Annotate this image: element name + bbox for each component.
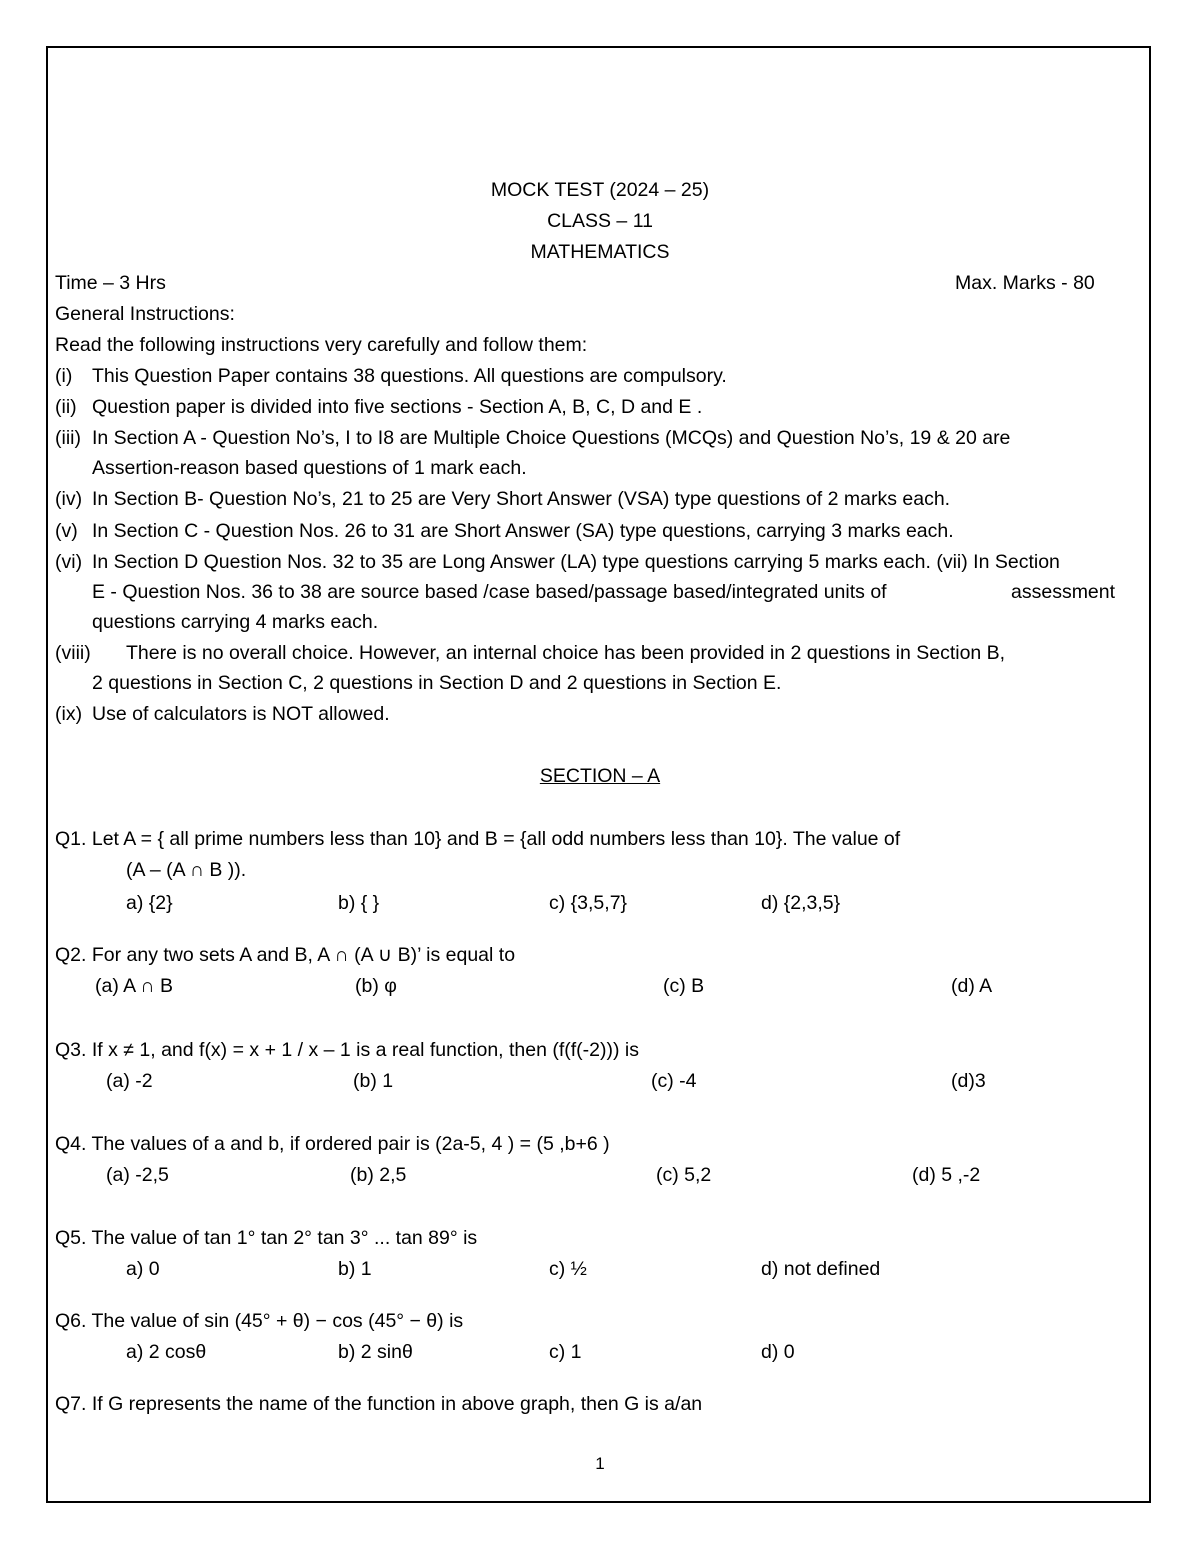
option-c: (c) -4	[651, 1070, 697, 1092]
instruction-text: questions carrying 4 marks each.	[92, 611, 379, 633]
option-d: (d) A	[951, 975, 993, 997]
instruction-text: Use of calculators is NOT allowed.	[92, 703, 390, 725]
instruction-label: (iv)	[55, 488, 83, 510]
option-a: a) {2}	[126, 892, 173, 914]
option-b: (b) φ	[355, 975, 397, 997]
option-c: c) 1	[549, 1341, 582, 1363]
question-stem: Q2. For any two sets A and B, A ∩ (A ∪ B)’ is equal to	[55, 944, 516, 966]
option-c: (c) 5,2	[656, 1164, 712, 1186]
option-b: (b) 1	[353, 1070, 394, 1092]
question-stem: Q7. If G represents the name of the function in above graph, then G is a/an	[55, 1393, 703, 1415]
question-stem-continued: (A – (A ∩ B )).	[126, 859, 247, 881]
option-b: (b) 2,5	[350, 1164, 407, 1186]
option-d: d) {2,3,5}	[761, 892, 841, 914]
question-stem: Q3. If x ≠ 1, and f(x) = x + 1 / x – 1 is a real function, then (f(f(-2))) is	[55, 1039, 640, 1061]
section-heading: SECTION – A	[539, 765, 661, 787]
option-c: (c) B	[663, 975, 705, 997]
time-label: Time – 3 Hrs	[55, 272, 166, 294]
option-d: d) 0	[761, 1341, 795, 1363]
instructions-intro: Read the following instructions very carefully and follow them:	[55, 334, 588, 356]
instruction-label: (ii)	[55, 396, 77, 418]
instruction-text: In Section A - Question No’s, I to I8 are Multiple Choice Questions (MCQs) and Question No’s, 19 & 20 are	[92, 427, 1011, 449]
instruction-text: There is no overall choice. However, an internal choice has been provided in 2 questions in Section B,	[126, 642, 1006, 664]
option-d: d) not defined	[761, 1258, 881, 1280]
instruction-label: (vi)	[55, 551, 83, 573]
option-c: c) ½	[549, 1258, 587, 1280]
question-stem: Q1. Let A = { all prime numbers less than 10} and B = {all odd numbers less than 10}. The value of	[55, 828, 901, 850]
option-a: a) 2 cosθ	[126, 1341, 207, 1363]
option-c: c) {3,5,7}	[549, 892, 628, 914]
question-stem: Q6. The value of sin (45° + θ) − cos (45° − θ) is	[55, 1310, 464, 1332]
instruction-label: (viii)	[55, 642, 91, 664]
instruction-text: Assertion-reason based questions of 1 mark each.	[92, 457, 527, 479]
subject-label: MATHEMATICS	[530, 241, 670, 263]
instruction-text: Question paper is divided into five sections - Section A, B, C, D and E .	[92, 396, 703, 418]
option-a: (a) -2,5	[106, 1164, 169, 1186]
instruction-text: assessment	[1011, 581, 1116, 603]
instruction-label: (iii)	[55, 427, 81, 449]
instruction-text: E - Question Nos. 36 to 38 are source based /case based/passage based/integrated units of	[92, 581, 887, 603]
option-a: (a) -2	[106, 1070, 153, 1092]
instruction-text: This Question Paper contains 38 questions. All questions are compulsory.	[92, 365, 727, 387]
option-b: b) 2 sinθ	[338, 1341, 413, 1363]
option-d: (d)3	[951, 1070, 986, 1092]
class-label: CLASS – 11	[547, 210, 653, 232]
option-a: (a) A ∩ B	[95, 975, 173, 997]
max-marks-label: Max. Marks - 80	[955, 272, 1095, 294]
option-b: b) 1	[338, 1258, 372, 1280]
instruction-text: In Section C - Question Nos. 26 to 31 are Short Answer (SA) type questions, carrying 3 marks each.	[92, 520, 954, 542]
page-number: 1	[595, 1454, 605, 1473]
instructions-heading: General Instructions:	[55, 303, 235, 325]
instruction-label: (i)	[55, 365, 73, 387]
test-title: MOCK TEST (2024 – 25)	[490, 179, 710, 201]
option-a: a) 0	[126, 1258, 160, 1280]
instruction-label: (ix)	[55, 703, 83, 725]
option-b: b) { }	[338, 892, 380, 914]
question-stem: Q5. The value of tan 1° tan 2° tan 3° ... tan 89° is	[55, 1227, 478, 1249]
instruction-text: In Section D Question Nos. 32 to 35 are Long Answer (LA) type questions carrying 5 marks each. (vii) In Section	[92, 551, 1060, 573]
instruction-text: 2 questions in Section C, 2 questions in Section D and 2 questions in Section E.	[92, 672, 782, 694]
option-d: (d) 5 ,-2	[912, 1164, 981, 1186]
instruction-label: (v)	[55, 520, 78, 542]
instruction-text: In Section B- Question No’s, 21 to 25 are Very Short Answer (VSA) type questions of 2 marks each.	[92, 488, 951, 510]
question-stem: Q4. The values of a and b, if ordered pair is (2a-5, 4 ) = (5 ,b+6 )	[55, 1133, 610, 1155]
